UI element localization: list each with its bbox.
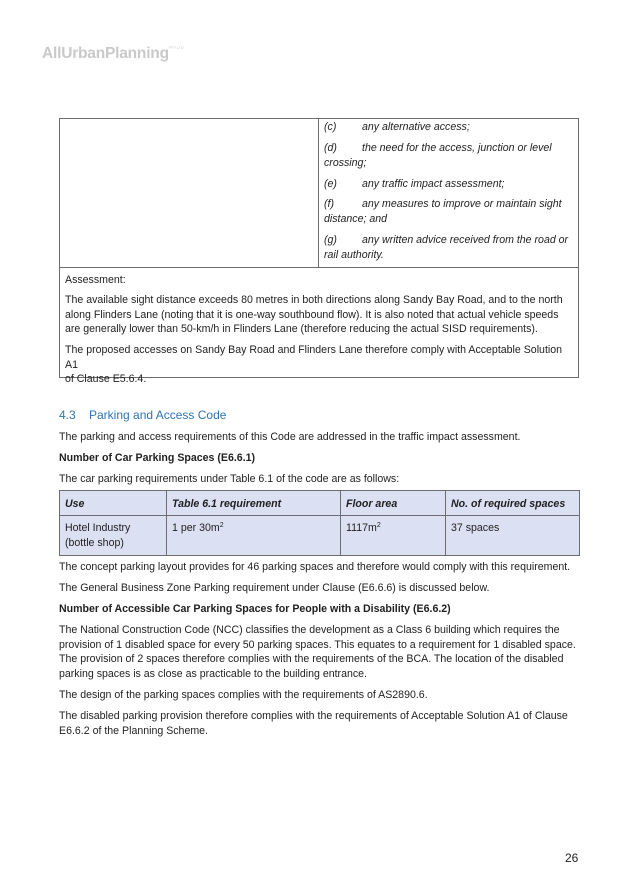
section-number: 4.3 — [59, 408, 76, 422]
cell-requirement — [172, 521, 224, 536]
criterion-text: any traffic impact assessment; — [362, 178, 505, 190]
ncc-paragraph — [59, 623, 584, 681]
criterion-text: any alternative access; — [362, 121, 470, 133]
header-use: Use — [65, 498, 85, 510]
column-divider — [340, 491, 341, 555]
requirement-value: 1 per 30m — [172, 522, 220, 534]
criterion-g — [324, 233, 574, 262]
line: E6.6.2 of the Planning Scheme. — [59, 724, 209, 737]
line: parking spaces is as close as practicable to the building entrance. — [59, 667, 367, 680]
criterion-f — [324, 197, 574, 226]
criterion-letter: (c) — [324, 121, 337, 133]
company-logo — [42, 45, 184, 63]
line: of Clause E5.6.4. — [65, 373, 147, 386]
assessment-label: Assessment: — [65, 274, 126, 286]
table-divider-horizontal — [60, 267, 578, 268]
parking-requirements-table — [59, 490, 580, 556]
use-line: (bottle shop) — [65, 536, 124, 549]
criterion-d — [324, 141, 574, 170]
line: The National Construction Code (NCC) classifies the development as a Class 6 building which requires the — [59, 624, 560, 636]
line: are generally lower than 50-km/h in Flinders Lane (therefore reducing the actual SISD requirements). — [65, 323, 538, 336]
cell-floor-area — [346, 521, 381, 536]
column-divider — [445, 491, 446, 555]
subheading-car-parking: Number of Car Parking Spaces (E6.6.1) — [59, 452, 256, 464]
criterion-c — [324, 120, 574, 135]
criteria-table — [59, 118, 579, 386]
section-heading — [59, 408, 226, 422]
criterion-e — [324, 177, 574, 192]
assessment-paragraph-1 — [65, 293, 577, 337]
criterion-text: any written advice received from the road or — [362, 234, 569, 246]
line: provision of 1 disabled space for every 50 parking spaces. This equates to a requirement for 1 disabled space. — [59, 638, 576, 651]
cell-use — [65, 521, 130, 550]
superscript: 2 — [376, 522, 381, 529]
line: The disabled parking provision therefore complies with the requirements of Acceptable Solution A1 of Clause — [59, 710, 568, 722]
superscript: 2 — [219, 522, 224, 529]
design-compliance-text: The design of the parking spaces complies with the requirements of AS2890.6. — [59, 689, 428, 701]
use-line: Hotel Industry — [65, 522, 131, 534]
business-zone-text: The General Business Zone Parking requirement under Clause (E6.6.6) is discussed below. — [59, 582, 490, 594]
criterion-letter: (e) — [324, 178, 337, 190]
conclusion-paragraph — [59, 709, 584, 738]
criterion-letter: (f) — [324, 198, 334, 210]
assessment-paragraph-2 — [65, 343, 577, 387]
line: The provision of 2 spaces therefore complies with the requirements of the BCA. The location of the disabled — [59, 653, 564, 666]
line: The available sight distance exceeds 80 metres in both directions along Sandy Bay Road, and to the north — [65, 294, 563, 306]
page-number: 26 — [565, 851, 579, 865]
criterion-text: the need for the access, junction or level — [362, 142, 552, 154]
criterion-text-cont: rail authority. — [324, 248, 384, 261]
column-divider — [166, 491, 167, 555]
subheading-accessible-parking: Number of Accessible Car Parking Spaces for People with a Disability (E6.6.2) — [59, 603, 451, 615]
logo-text: AllUrbanPlanning — [42, 45, 169, 62]
section-title: Parking and Access Code — [89, 408, 227, 422]
layout-compliance-text: The concept parking layout provides for 46 parking spaces and therefore would comply with this requirement. — [59, 561, 571, 573]
section-intro: The parking and access requirements of this Code are addressed in the traffic impact assessment. — [59, 431, 521, 443]
floor-area-value: 1117m — [346, 522, 377, 534]
logo-mark: PTY LTD — [168, 45, 184, 50]
cell-required-spaces: 37 spaces — [451, 522, 500, 534]
car-parking-intro: The car parking requirements under Table 6.1 of the code are as follows: — [59, 473, 400, 485]
criterion-text: any measures to improve or maintain sight — [362, 198, 562, 210]
criterion-letter: (d) — [324, 142, 337, 154]
line: along Flinders Lane (noting that it is one-way southbound flow). It is also noted that actual vehicle speeds — [65, 308, 559, 321]
line: The proposed accesses on Sandy Bay Road and Flinders Lane therefore comply with Acceptable Solution A1 — [65, 344, 563, 371]
criterion-letter: (g) — [324, 234, 337, 246]
header-requirement: Table 6.1 requirement — [172, 498, 282, 510]
header-floor-area: Floor area — [346, 498, 398, 510]
table-divider-vertical — [318, 119, 319, 268]
criterion-text-cont: distance; and — [324, 212, 388, 225]
criterion-text-cont: crossing; — [324, 156, 367, 169]
header-required-spaces: No. of required spaces — [451, 498, 566, 510]
